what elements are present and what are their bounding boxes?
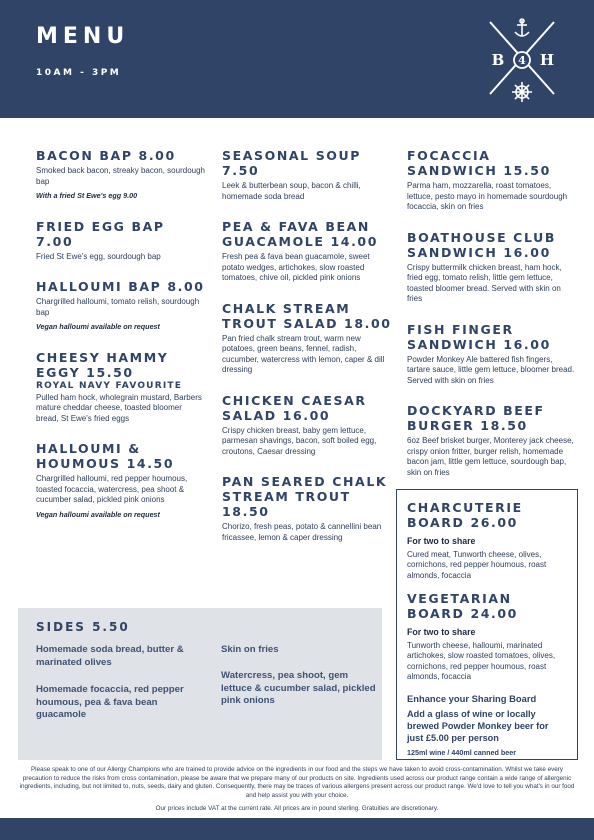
- item-subtitle: ROYAL NAVY FAVOURITE: [36, 380, 183, 391]
- menu-column-1: [36, 148, 206, 537]
- item-name: CHALK STREAM TROUT SALAD 18.00: [222, 300, 392, 331]
- menu-item: [36, 279, 206, 333]
- menu-item: [222, 148, 394, 202]
- page-title: MENU: [36, 24, 130, 49]
- side-item: Homemade focaccia, red pepper houmous, pea & fava bean guacamole: [36, 684, 184, 720]
- sides-panel: [18, 608, 382, 760]
- item-description: Fresh pea & fava bean guacamole, sweet potato wedges, artichokes, slow roasted tomatoes, chive oil, pickled pink onions: [222, 252, 370, 282]
- board-description: Tunworth cheese, halloumi, marinated artichokes, slow roasted tomatoes, olives, cornichons, red pepper houmous, roast almonds, focaccia: [407, 640, 556, 681]
- offer-heading: Enhance your Sharing Board: [407, 692, 537, 704]
- item-name: PEA & FAVA BEAN GUACAMOLE 14.00: [222, 219, 379, 249]
- item-description: 6oz Beef brisket burger, Monterey jack cheese, crispy onion fritter, burger relish, homemade bacon jam, little gem lettuce, sourdough bap, skin on fries: [407, 436, 574, 477]
- item-description: Smoked back bacon, streaky bacon, sourdough bap: [36, 166, 205, 186]
- logo-letter-center: 4: [518, 54, 526, 67]
- item-name: BOATHOUSE CLUB SANDWICH 16.00: [407, 229, 556, 260]
- menu-item: [407, 322, 575, 387]
- bottom-bar: [0, 818, 594, 840]
- item-note: With a fried St Ewe's egg 9.00: [36, 191, 138, 200]
- item-name: PAN SEARED CHALK STREAM TROUT 18.50: [222, 474, 388, 519]
- item-description: Crispy chicken breast, baby gem lettuce, parmesan shavings, bacon, soft boiled egg, croutons, Caesar dressing: [222, 425, 377, 456]
- item-name: DOCKYARD BEEF BURGER 18.50: [407, 403, 545, 433]
- item-name: SEASONAL SOUP 7.50: [222, 148, 362, 178]
- item-note: Vegan halloumi available on request: [36, 509, 160, 519]
- menu-item: [222, 219, 394, 284]
- board-name: CHARCUTERIE BOARD 26.00: [407, 500, 523, 530]
- side-item: Skin on fries: [221, 644, 279, 655]
- logo-letter-left: B: [491, 51, 505, 69]
- item-name: FRIED EGG BAP 7.00: [36, 218, 165, 249]
- item-description: Pan fried chalk stream trout, warm new potatoes, green beans, fennel, radish, cucumber, watercress with lemon, caper & dill dressing: [222, 333, 385, 374]
- menu-item: [407, 148, 575, 213]
- menu-item: [36, 441, 206, 520]
- item-description: Leek & butterbean soup, bacon & chilli, homemade soda bread: [222, 181, 361, 201]
- item-description: Crispy buttermilk chicken breast, ham hock, fried egg, tomato relish, little gem lettuce, toasted bloomer bread. Served with skin on fries: [407, 262, 562, 303]
- board-item: [407, 591, 567, 683]
- menu-item: [36, 148, 206, 202]
- side-item: Watercress, pea shoot, gem lettuce & cucumber salad, pickled pink onions: [221, 670, 376, 706]
- item-description: Chorizo, fresh peas, potato & cannellini bean fricassee, lemon & caper dressing: [222, 522, 382, 542]
- menu-item: [36, 350, 206, 425]
- sharing-boards-box: [396, 489, 578, 760]
- offer-small-print: 125ml wine / 440ml canned beer: [407, 747, 517, 757]
- item-description: Chargrilled halloumi, tomato relish, sourdough bap: [36, 297, 200, 317]
- logo-letter-right: H: [539, 51, 555, 69]
- item-name: HALLOUMI & HOUMOUS 14.50: [36, 441, 175, 471]
- board-description: Cured meat, Tunworth cheese, olives, cornichons, red pepper houmous, roast almonds, focaccia: [407, 549, 547, 580]
- menu-column-3: [407, 148, 575, 495]
- item-name: HALLOUMI BAP 8.00: [36, 279, 205, 294]
- menu-column-2: [222, 148, 394, 560]
- item-description: Powder Monkey Ale battered fish fingers, tartare sauce, little gem lettuce, bloomer bread. Served with skin on fries: [407, 354, 575, 385]
- item-description: Fried St Ewe's egg, sourdough bap: [36, 251, 161, 261]
- side-item: Homemade soda bread, butter & marinated olives: [36, 644, 184, 668]
- board-name: VEGETARIAN BOARD 24.00: [407, 591, 518, 621]
- offer-text: Add a glass of wine or locally brewed Powder Monkey beer for just £5.00 per person: [407, 708, 549, 743]
- anchor-logo-icon: [482, 14, 562, 102]
- opening-hours: 10AM - 3PM: [36, 68, 122, 78]
- allergy-notice: Please speak to one of our Allergy Champions who are trained to provide advice on the ingredients in our food and the steps we have taken to avoid cross-contamination. Whilst we take every precaution to reduce the risks from cross contamination, please be aware that we prepare many of our products on site. Ingredients used across our product range contain a wide range of allergenic ingredients, including, but not limited to, nuts, seeds, dairy and gluten. Consequently, there may be traces of various allergens present across our product range. We'd love to tell you what's in our food and help assist you with your choice.: [19, 766, 575, 799]
- menu-item: [407, 403, 575, 478]
- board-share-label: For two to share: [407, 536, 476, 546]
- vat-notice: Our prices include VAT at the current rate. All prices are in pound sterling. Gratuities are discretionary.: [155, 805, 439, 812]
- item-name: BACON BAP 8.00: [36, 148, 176, 163]
- allergy-footer: [18, 766, 576, 814]
- item-name: CHICKEN CAESAR SALAD 16.00: [222, 392, 367, 423]
- item-note: Vegan halloumi available on request: [36, 322, 160, 331]
- board-offer: [407, 693, 567, 757]
- item-name: CHEESY HAMMY EGGY 15.50: [36, 349, 169, 380]
- item-name: FISH FINGER SANDWICH 16.00: [407, 321, 551, 352]
- board-item: [407, 500, 567, 581]
- item-description: Chargrilled halloumi, red pepper houmous, toasted focaccia, watercress, pea shoot & cucumber salad, pickled pink onions: [36, 474, 188, 504]
- menu-item: [222, 393, 394, 458]
- board-share-label: For two to share: [407, 627, 476, 637]
- menu-item: [36, 219, 206, 263]
- item-name: FOCACCIA SANDWICH 15.50: [407, 148, 551, 178]
- menu-header: [0, 0, 594, 118]
- item-description: Parma ham, mozzarella, roast tomatoes, lettuce, pesto mayo in homemade sourdough focaccia, skin on fries: [407, 181, 568, 211]
- menu-item: [407, 230, 575, 305]
- menu-item: [222, 474, 394, 543]
- item-description: Pulled ham hock, wholegrain mustard, Barbers mature cheddar cheese, toasted bloomer bread, St Ewe's fried eggs: [36, 392, 202, 423]
- menu-item: [222, 301, 394, 376]
- sides-title: SIDES 5.50: [36, 620, 130, 634]
